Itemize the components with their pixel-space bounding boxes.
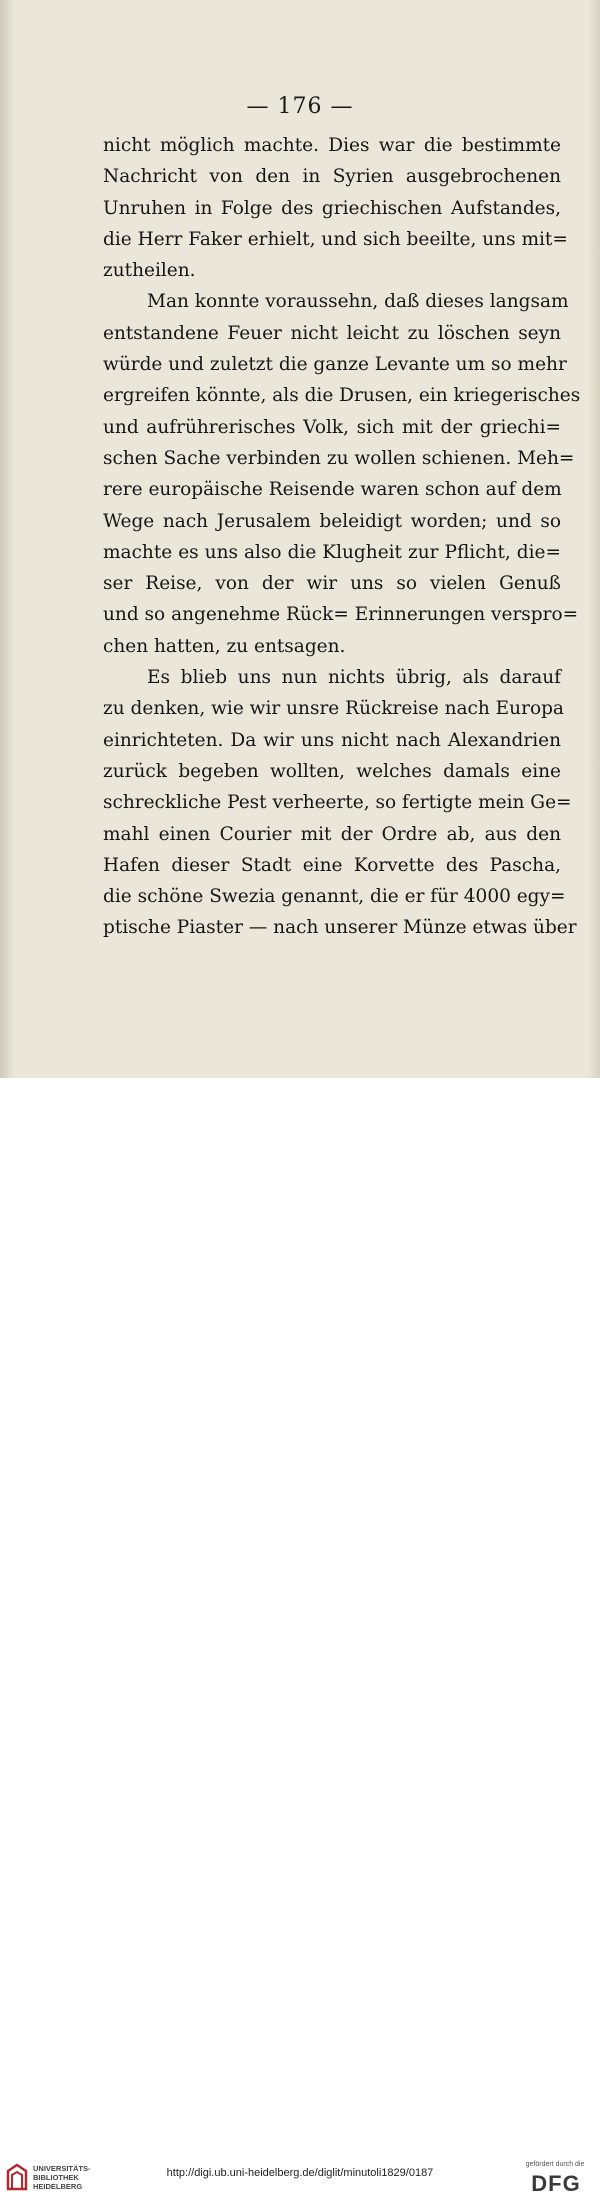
text-line: nicht möglich machte. Dies war die bestimmte — [103, 135, 561, 156]
book-page — [0, 0, 600, 1078]
text-line: ser Reise, von der wir uns so vielen Genuß — [103, 573, 561, 595]
source-url-link[interactable]: http://digi.ub.uni-heidelberg.de/diglit/minutoli1829/0187 — [166, 2167, 434, 2179]
text-line: ergreifen könnte, als die Drusen, ein kriegerisches — [103, 385, 581, 407]
footer-bar — [0, 1078, 600, 2196]
funded-by-label: gefördert durch die — [525, 2161, 585, 2168]
dfg-logo: DFG — [531, 2171, 581, 2196]
text-line: Hafen dieser Stadt eine Korvette des Pascha, — [103, 854, 561, 876]
text-line: chen hatten, zu entsagen. — [103, 635, 346, 657]
library-name-line: BIBLIOTHEK — [33, 2173, 79, 2182]
page-edge-shadow — [588, 0, 600, 1078]
text-line: und aufrührerisches Volk, sich mit der griechi= — [103, 416, 561, 438]
library-name-line: UNIVERSITÄTS- — [33, 2164, 91, 2173]
page-number: — 176 — — [246, 94, 354, 119]
page-spine-shadow — [0, 0, 14, 1078]
text-line: die Herr Faker erhielt, und sich beeilte, uns mit= — [103, 228, 568, 250]
text-line: schen Sache verbinden zu wollen schienen. Meh= — [103, 447, 575, 469]
text-line: zutheilen. — [103, 260, 196, 282]
text-line: ptische Piaster — nach unserer Münze etwas über — [103, 917, 577, 939]
text-line: zu denken, wie wir unsre Rückreise nach Europa — [103, 698, 564, 720]
text-line: Nachricht von den in Syrien ausgebrochenen — [103, 166, 561, 188]
text-line: Man konnte voraussehn, daß dieses langsam — [147, 291, 569, 313]
text-line: einrichteten. Da wir uns nicht nach Alexandrien — [103, 729, 561, 751]
text-line: entstandene Feuer nicht leicht zu löschen seyn — [103, 322, 561, 344]
library-name-line: HEIDELBERG — [33, 2182, 83, 2191]
text-line: und so angenehme Rück= Erinnerungen versprо= — [103, 604, 579, 626]
text-line: machte es uns also die Klugheit zur Pflicht, die= — [103, 541, 561, 563]
text-line: würde und zuletzt die ganze Levante um so mehr — [103, 354, 567, 376]
text-line: mahl einen Courier mit der Ordre ab, aus den — [103, 823, 561, 845]
body-text — [103, 130, 581, 944]
text-line: Es blieb uns nun nichts übrig, als darauf — [147, 667, 561, 689]
text-line: rere europäische Reisende waren schon auf dem — [103, 479, 562, 501]
text-line: schreckliche Pest verheerte, so fertigte mein Ge= — [103, 792, 572, 814]
text-line: zurück begeben wollten, welches damals eine — [103, 760, 561, 782]
text-line: Unruhen in Folge des griechischen Aufstandes, — [103, 197, 561, 219]
text-line: die schöne Swezia genannt, die er für 4000 egy= — [103, 886, 566, 908]
text-line: Wege nach Jerusalem beleidigt worden; und so — [103, 510, 561, 532]
